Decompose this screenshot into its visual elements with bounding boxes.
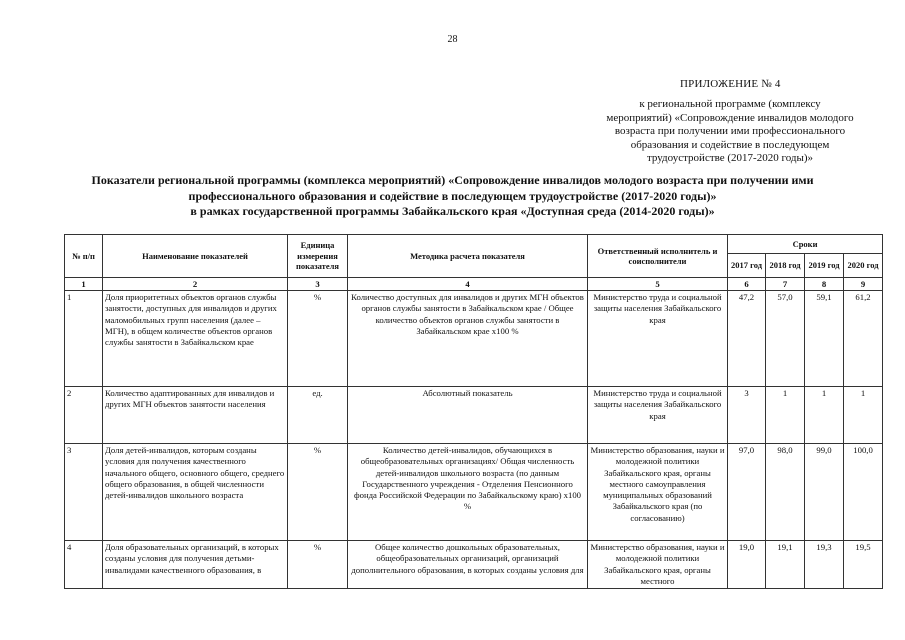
value-2017: 97,0 [728,444,766,541]
header-unit: Единица измерения показателя [288,235,348,278]
column-number: 3 [288,278,348,291]
value-2018: 98,0 [766,444,805,541]
value-2019: 99,0 [805,444,844,541]
column-number: 4 [348,278,588,291]
value-2018: 19,1 [766,541,805,589]
table-row [65,291,883,387]
row-num: 2 [65,387,103,444]
table-row [65,541,883,589]
indicators-table [64,234,883,589]
subtitle-line: образования и содействие в последующем [630,138,830,151]
subtitle-line: возраста при получении ими профессионального [614,125,846,138]
row-num: 1 [65,291,103,387]
value-2019: 1 [805,387,844,444]
indicator-method: Общее количество дошкольных образовательных, общеобразовательных организаций, организаций дополнительного образования, в которых созданы условия для [348,541,588,589]
row-num: 3 [65,444,103,541]
value-2020: 1 [844,387,883,444]
title-line: профессионального образования и содействие в последующем трудоустройстве (2017-2020 годы)» [188,188,717,203]
column-number-row [65,278,883,291]
subtitle-line: трудоустройстве (2017-2020 годы)» [646,152,814,165]
value-2018: 1 [766,387,805,444]
header-year: 2017 год [728,254,766,278]
value-2018: 57,0 [766,291,805,387]
header-num: № п/п [65,235,103,278]
indicator-unit: % [288,444,348,541]
header-year: 2020 год [844,254,883,278]
header-method: Методика расчета показателя [348,235,588,278]
indicator-method: Количество доступных для инвалидов и других МГН объектов органов службы занятости в Забайкальском крае / Общее количество объектов органов службы занятости в Забайкальском крае х100 % [348,291,588,387]
row-num: 4 [65,541,103,589]
column-number: 8 [805,278,844,291]
indicator-name: Доля образовательных организаций, в которых созданы условия для получения детьми-инвалидами качественного образования, в [103,541,288,589]
value-2017: 3 [728,387,766,444]
indicator-name: Доля приоритетных объектов органов службы занятости, доступных для инвалидов и других маломобильных групп населения (далее – МГН), в общем количестве объектов органов службы занятости в Забайкальском крае [103,291,288,387]
header-name: Наименование показателей [103,235,288,278]
column-number: 9 [844,278,883,291]
header-year: 2019 год [805,254,844,278]
header-executor: Ответственный исполнитель и соисполнители [588,235,728,278]
indicator-name: Доля детей-инвалидов, которым созданы условия для получения качественного начального общего, основного общего, среднего общего образования, в общей численности детей-инвалидов школьного возраста [103,444,288,541]
indicator-executor: Министерство труда и социальной защиты населения Забайкальского края [588,387,728,444]
table-row [65,444,883,541]
indicator-executor: Министерство образования, науки и молодежной политики Забайкальского края, органы местного [588,541,728,589]
column-number: 1 [65,278,103,291]
column-number: 5 [588,278,728,291]
subtitle-line: мероприятий) «Сопровождение инвалидов молодого [606,111,854,124]
value-2019: 19,3 [805,541,844,589]
value-2020: 19,5 [844,541,883,589]
indicator-executor: Министерство труда и социальной защиты населения Забайкальского края [588,291,728,387]
appendix-label: ПРИЛОЖЕНИЕ № 4 [680,78,781,90]
page-number: 28 [447,34,458,45]
indicator-unit: % [288,291,348,387]
header-year: 2018 год [766,254,805,278]
indicator-method: Абсолютный показатель [348,387,588,444]
header-terms: Сроки [728,235,883,254]
indicator-name: Количество адаптированных для инвалидов и других МГН объектов занятости населения [103,387,288,444]
value-2017: 47,2 [728,291,766,387]
indicator-unit: % [288,541,348,589]
value-2017: 19,0 [728,541,766,589]
value-2019: 59,1 [805,291,844,387]
value-2020: 100,0 [844,444,883,541]
column-number: 7 [766,278,805,291]
title-line: в рамках государственной программы Забайкальского края «Доступная среда (2014-2020 годы)» [190,204,715,218]
subtitle-line: к региональной программе (комплексу [639,98,821,110]
value-2020: 61,2 [844,291,883,387]
table-row [65,387,883,444]
appendix-subtitle [570,98,890,166]
column-number: 2 [103,278,288,291]
indicator-method: Количество детей-инвалидов, обучающихся в общеобразовательных организациях/ Общая численность детей-инвалидов школьного возраста (по данным Государственного учреждения - Отделения Пенсионного фонда Российской Федерации по Забайкальскому краю) х100 % [348,444,588,541]
indicator-unit: ед. [288,387,348,444]
indicator-executor: Министерство образования, науки и молодежной политики Забайкальского края, органы местного самоуправления муниципальных образований Забайкальского края (по согласованию) [588,444,728,541]
document-title [40,173,865,220]
title-line: Показатели региональной программы (комплекса мероприятий) «Сопровождение инвалидов молодого возраста при получении ими [91,173,814,187]
column-number: 6 [728,278,766,291]
